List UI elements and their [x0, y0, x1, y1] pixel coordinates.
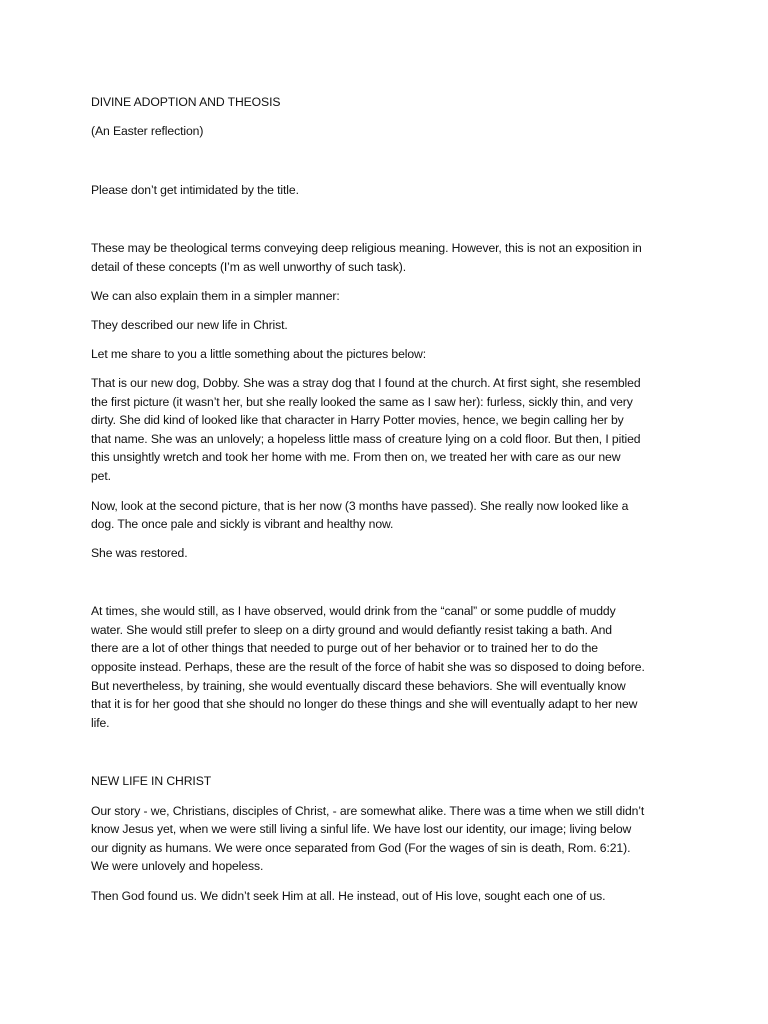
paragraph-line: detail of these concepts (I’m as well unworthy of such task). [91, 260, 406, 274]
paragraph-line: dirty. She did kind of looked like that character in Harry Potter movies, hence, we begin calling her by [91, 413, 624, 427]
paragraph-line: But nevertheless, by training, she would eventually discard these behaviors. She will eventually know [91, 679, 626, 693]
paragraph-line: Our story - we, Christians, disciples of Christ, - are somewhat alike. There was a time when we still didn’t [91, 804, 645, 818]
paragraph-line: opposite instead. Perhaps, these are the result of the force of habit she was so disposed to doing before. [91, 660, 645, 674]
paragraph-line: Then God found us. We didn’t seek Him at all. He instead, out of His love, sought each one of us. [91, 889, 606, 903]
section-heading: NEW LIFE IN CHRIST [91, 774, 212, 788]
paragraph-line: that name. She was an unlovely; a hopeless little mass of creature lying on a cold floor. But then, I pitied [91, 432, 641, 446]
paragraph-line: water. She would still prefer to sleep on a dirty ground and would defiantly resist taking a bath. And [91, 623, 612, 637]
paragraph-line: Let me share to you a little something about the pictures below: [91, 347, 427, 361]
paragraph-line: We can also explain them in a simpler manner: [91, 289, 340, 303]
paragraph-line: She was restored. [91, 546, 188, 560]
paragraph-line: know Jesus yet, when we were still living a sinful life. We have lost our identity, our image; living below [91, 822, 632, 836]
paragraph-line: the first picture (it wasn’t her, but she really looked the same as I saw her): furless, sickly thin, and very [91, 395, 633, 409]
document-title: DIVINE ADOPTION AND THEOSIS [91, 95, 281, 109]
paragraph-line: We were unlovely and hopeless. [91, 859, 264, 873]
paragraph-line: that it is for her good that she should no longer do these things and she will eventually adapt to her new [91, 697, 638, 711]
paragraph-line: They described our new life in Christ. [91, 318, 288, 332]
paragraph-line: pet. [91, 469, 111, 483]
paragraph-line: this unsightly wretch and took her home with me. From then on, we treated her with care as our new [91, 450, 621, 464]
paragraph-line: dog. The once pale and sickly is vibrant and healthy now. [91, 517, 394, 531]
paragraph-line: That is our new dog, Dobby. She was a stray dog that I found at the church. At first sight, she resembled [91, 376, 641, 390]
paragraph-line: These may be theological terms conveying deep religious meaning. However, this is not an exposition in [91, 241, 642, 255]
paragraph-line: At times, she would still, as I have observed, would drink from the “canal” or some puddle of muddy [91, 604, 616, 618]
paragraph-line: our dignity as humans. We were once separated from God (For the wages of sin is death, Rom. 6:21). [91, 841, 631, 855]
paragraph-intro: Please don’t get intimidated by the title. [91, 183, 299, 197]
paragraph-line: life. [91, 716, 110, 730]
document-subtitle: (An Easter reflection) [91, 124, 204, 138]
paragraph-line: Now, look at the second picture, that is her now (3 months have passed). She really now looked like a [91, 499, 629, 513]
paragraph-line: there are a lot of other things that needed to purge out of her behavior or to trained her to do the [91, 641, 598, 655]
